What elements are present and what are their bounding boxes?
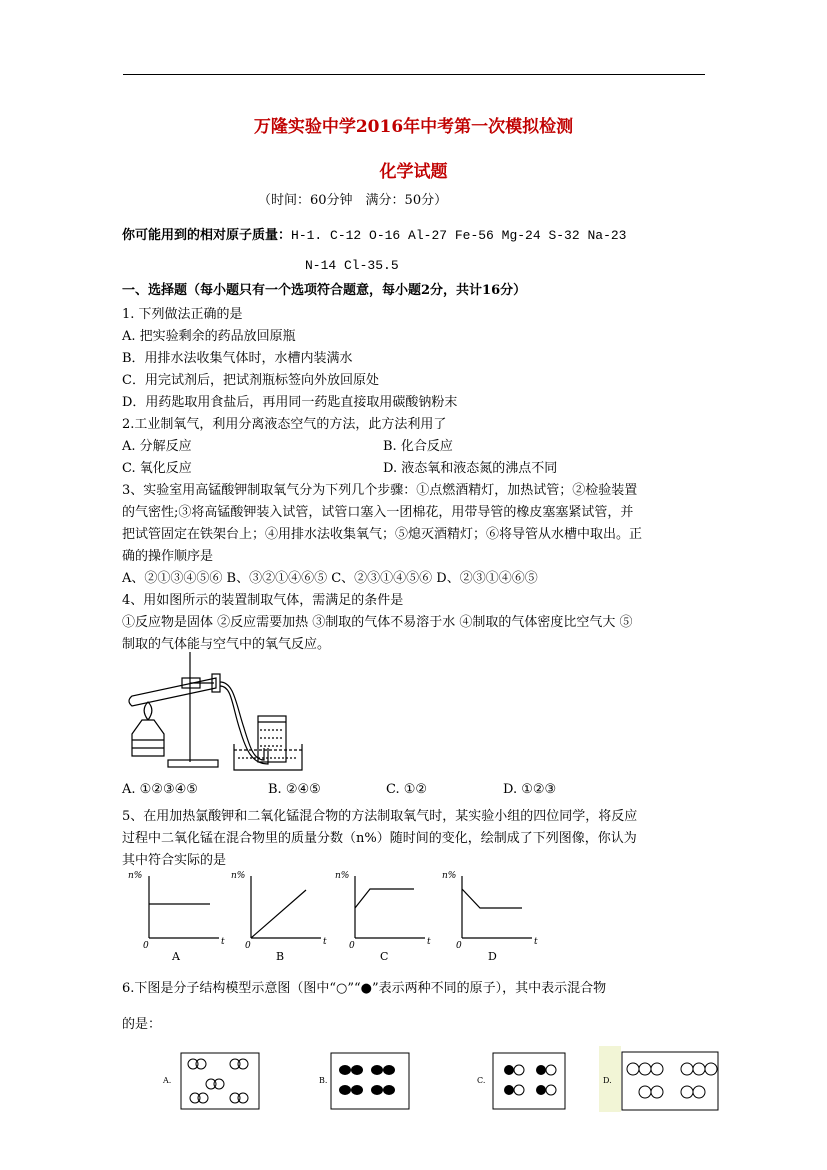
q2-stem: 2.工业制氧气，利用分离液态空气的方法，此方法利用了 [122, 417, 447, 432]
q3-line-1: 3、实验室用高锰酸钾制取氧气分为下列几个步骤：①点燃酒精灯，加热试管；②检验装置 [122, 483, 638, 498]
q4-line-1: 4、用如图所示的装置制取气体，需满足的条件是 [122, 593, 404, 608]
gas-apparatus-figure [124, 648, 306, 774]
q6-molecule-models [155, 1046, 725, 1116]
q1-option-c: C．用完试剂后，把试剂瓶标签向外放回原处 [122, 373, 379, 388]
graph-b-xlabel: t [323, 937, 327, 947]
header-rule [123, 74, 705, 75]
model-d-label: D. [603, 1076, 612, 1085]
graph-b-ylabel: n% [231, 871, 246, 881]
graph-b-label: B [276, 950, 285, 963]
exam-title: 万隆实验中学2016年中考第一次模拟检测 [253, 117, 574, 137]
q5-graphs [124, 864, 544, 964]
graph-d [462, 876, 532, 938]
graph-c-xlabel: t [427, 937, 431, 947]
q5-line-3: 其中符合实际的是 [122, 853, 227, 868]
graph-a-xlabel: t [221, 937, 225, 947]
q4-line-3: 制取的气体能与空气中的氧气反应。 [122, 637, 331, 652]
atomic-mass-values-2: N-14 Cl-35.5 [305, 258, 399, 273]
graph-a-ylabel: n% [128, 871, 143, 881]
q2-option-c: C. 氧化反应 [122, 461, 192, 476]
model-a-label: A. [163, 1076, 172, 1085]
graph-d-ylabel: n% [442, 871, 457, 881]
section1-heading: 一、选择题（每小题只有一个选项符合题意，每小题2分，共计16分） [122, 283, 527, 298]
time-info: （时间：60分钟 满分：50分） [258, 193, 448, 208]
q6-line-1: 6.下图是分子结构模型示意图（图中“○”“●”表示两种不同的原子），其中表示混合物 [122, 981, 607, 996]
q5-line-1: 5、在用加热氯酸钾和二氧化锰混合物的方法制取氧气时，某实验小组的四位同学，将反应 [122, 809, 638, 824]
q1-option-d: D．用药匙取用食盐后，再用同一药匙直接取用碳酸钠粉末 [122, 395, 458, 410]
graph-c [355, 876, 425, 938]
graph-d-label: D [488, 950, 497, 963]
model-b-label: B. [319, 1076, 328, 1085]
graph-d-xlabel: t [534, 937, 538, 947]
atomic-mass-values: H-1. C-12 O-16 Al-27 Fe-56 Mg-24 S-32 Na-23 [291, 228, 627, 243]
graph-d-origin: 0 [456, 941, 462, 951]
graph-c-label: C [380, 950, 389, 963]
graph-c-origin: 0 [349, 941, 355, 951]
q6-line-2: 的是： [122, 1017, 162, 1032]
q3-line-2: 的气密性;③将高锰酸钾装入试管，试管口塞入一团棉花，用带导管的橡皮塞塞紧试管，并 [122, 505, 634, 520]
graph-a-label: A [172, 950, 180, 963]
q5-line-2: 过程中二氧化锰在混合物里的质量分数（n%）随时间的变化，绘制成了下列图像，你认为 [122, 831, 637, 846]
q1-option-a: A. 把实验剩余的药品放回原瓶 [122, 329, 296, 344]
q1-option-b: B．用排水法收集气体时，水槽内装满水 [122, 351, 353, 366]
q3-line-3: 把试管固定在铁架台上；④用排水法收集氧气；⑤熄灭酒精灯；⑥将导管从水槽中取出。正 [122, 527, 643, 542]
q3-line-4: 确的操作顺序是 [122, 549, 214, 564]
graph-b [251, 876, 321, 938]
q4-option-c: C. ①② [386, 782, 428, 797]
q4-option-a: A. ①②③④⑤ [122, 782, 198, 797]
q2-option-d: D. 液态氧和液态氮的沸点不同 [383, 461, 558, 476]
graph-a-origin: 0 [143, 941, 149, 951]
graph-b-origin: 0 [245, 941, 251, 951]
q2-option-b: B. 化合反应 [383, 439, 453, 454]
q2-option-a: A. 分解反应 [122, 439, 192, 454]
q4-option-d: D. ①②③ [503, 782, 557, 797]
q4-option-b: B. ②④⑤ [268, 782, 321, 797]
atomic-mass-line [122, 224, 626, 243]
q4-line-2: ①反应物是固体 ②反应需要加热 ③制取的气体不易溶于水 ④制取的气体密度比空气大 ⑤ [122, 615, 633, 630]
q1-stem: 1. 下列做法正确的是 [122, 307, 243, 322]
atomic-mass-label: 你可能用到的相对原子质量： [122, 228, 292, 243]
graph-a [149, 876, 219, 938]
graph-c-ylabel: n% [335, 871, 350, 881]
model-c-label: C. [477, 1076, 486, 1085]
exam-subtitle: 化学试题 [379, 162, 448, 182]
q3-options: A、②①③④⑤⑥ B、③②①④⑥⑤ C、②③①④⑤⑥ D、②③①④⑥⑤ [122, 571, 538, 586]
